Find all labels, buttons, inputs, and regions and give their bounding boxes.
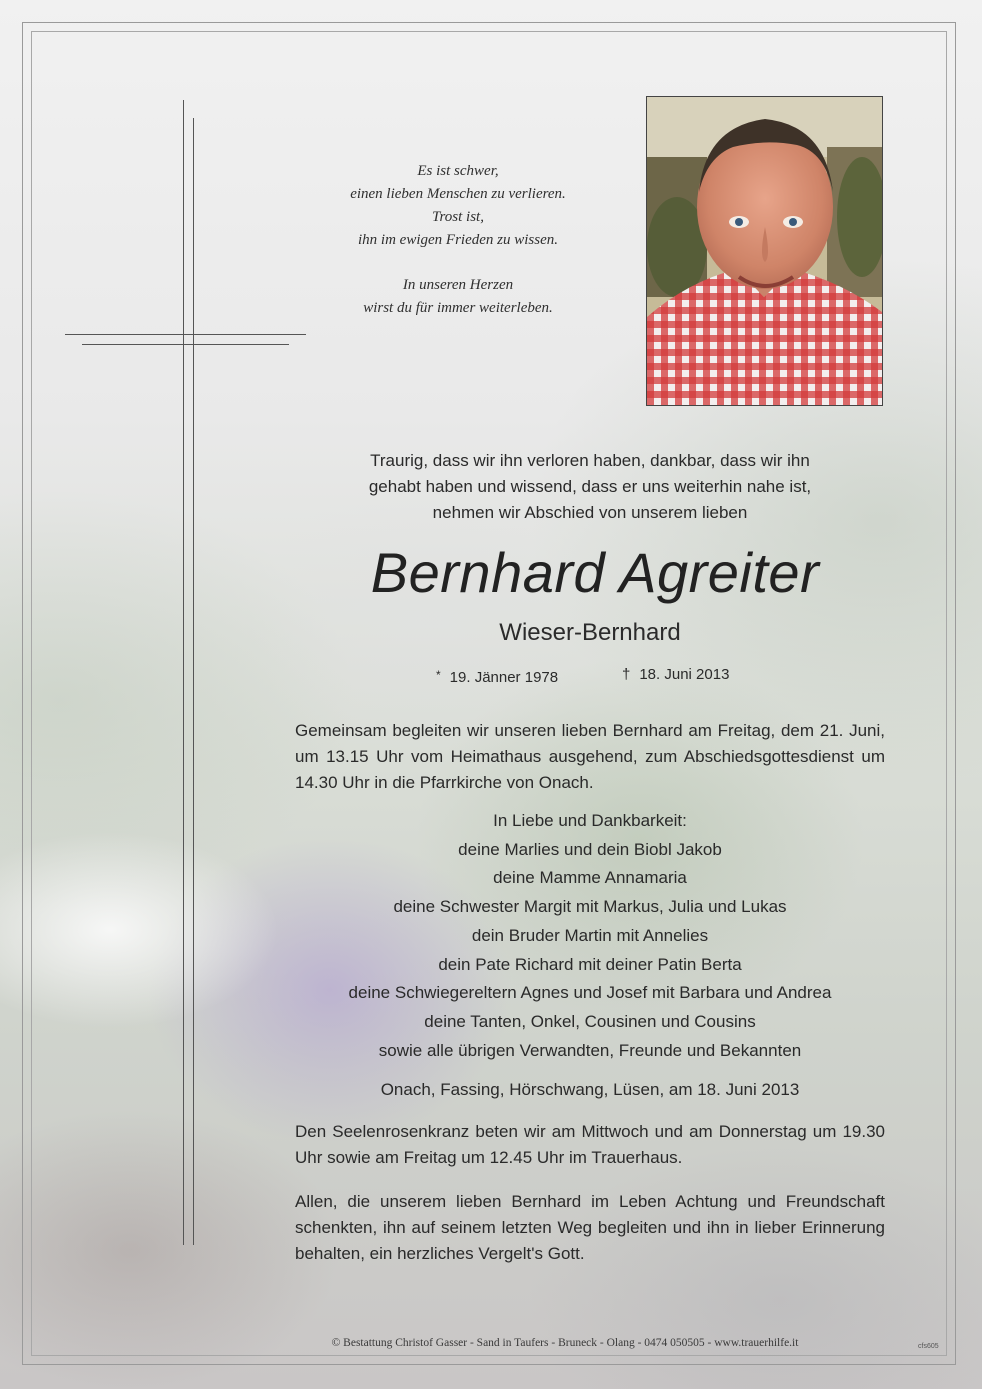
family-line: deine Marlies und dein Biobl Jakob bbox=[458, 839, 722, 859]
funeral-announcement: Gemeinsam begleiten wir unseren lieben Bernhard am Freitag, dem 21. Juni, um 13.15 Uhr vom Heimathaus ausgehend, zum Abschiedsgottesdienst um 14.30 Uhr in die Pfarrkirche von Onach. bbox=[295, 721, 885, 792]
quote-line: ihn im ewigen Frieden zu wissen. bbox=[358, 232, 558, 248]
deceased-nickname: Wieser-Bernhard bbox=[499, 619, 681, 646]
death-cross-icon: † bbox=[622, 666, 631, 683]
quote-line: In unseren Herzen bbox=[402, 277, 514, 293]
portrait-photo bbox=[646, 96, 883, 406]
quote-line: Es ist schwer, bbox=[417, 163, 499, 179]
place-and-date: Onach, Fassing, Hörschwang, Lüsen, am 18. Juni 2013 bbox=[380, 1080, 800, 1099]
deceased-name: Bernhard Agreiter bbox=[370, 541, 820, 604]
family-line: deine Mamme Annamaria bbox=[493, 868, 687, 888]
rosary-announcement: Den Seelenrosenkranz beten wir am Mittwoch und am Donnerstag um 19.30 Uhr sowie am Freitag um 12.45 Uhr im Trauerhaus. bbox=[295, 1122, 885, 1167]
family-line: deine Schwiegereltern Agnes und Josef mit Barbara und Andrea bbox=[348, 983, 832, 1003]
family-line: dein Bruder Martin mit Annelies bbox=[471, 925, 709, 945]
template-code: cfs605 bbox=[918, 1343, 939, 1350]
birth-star-icon: * bbox=[436, 668, 441, 682]
thanks-text: Allen, die unserem lieben Bernhard im Leben Achtung und Freundschaft schenkten, ihn auf seinem letzten Weg begleiten und ihn in lieber Erinnerung behalten, ein herzliches Vergelt's Gott. bbox=[295, 1192, 885, 1263]
intro-line: nehmen wir Abschied von unserem lieben bbox=[432, 503, 748, 522]
funeral-home-footer: © Bestattung Christof Gasser - Sand in Taufers - Bruneck - Olang - 0474 050505 - www.trauerhilfe.it bbox=[331, 1337, 799, 1349]
family-list bbox=[300, 807, 880, 1065]
birth-date-line bbox=[436, 664, 558, 689]
intro-line: Traurig, dass wir ihn verloren haben, dankbar, dass wir ihn bbox=[370, 451, 810, 470]
birth-date: 19. Jänner 1978 bbox=[449, 669, 559, 686]
intro-text bbox=[300, 448, 880, 526]
quote-line: Trost ist, bbox=[432, 209, 484, 225]
death-date-line bbox=[622, 664, 729, 686]
family-line: deine Tanten, Onkel, Cousinen und Cousins bbox=[424, 1011, 756, 1031]
memorial-quote bbox=[318, 160, 598, 320]
family-line: dein Pate Richard mit deiner Patin Berta bbox=[438, 954, 742, 974]
family-line: deine Schwester Margit mit Markus, Julia und Lukas bbox=[393, 897, 787, 917]
intro-line: gehabt haben und wissend, dass er uns weiterhin nahe ist, bbox=[368, 477, 812, 496]
family-line: sowie alle übrigen Verwandten, Freunde und Bekannten bbox=[378, 1040, 802, 1060]
death-date: 18. Juni 2013 bbox=[639, 666, 730, 683]
family-line: In Liebe und Dankbarkeit: bbox=[493, 811, 687, 830]
quote-line: einen lieben Menschen zu verlieren. bbox=[350, 186, 566, 202]
quote-line: wirst du für immer weiterleben. bbox=[363, 300, 553, 316]
